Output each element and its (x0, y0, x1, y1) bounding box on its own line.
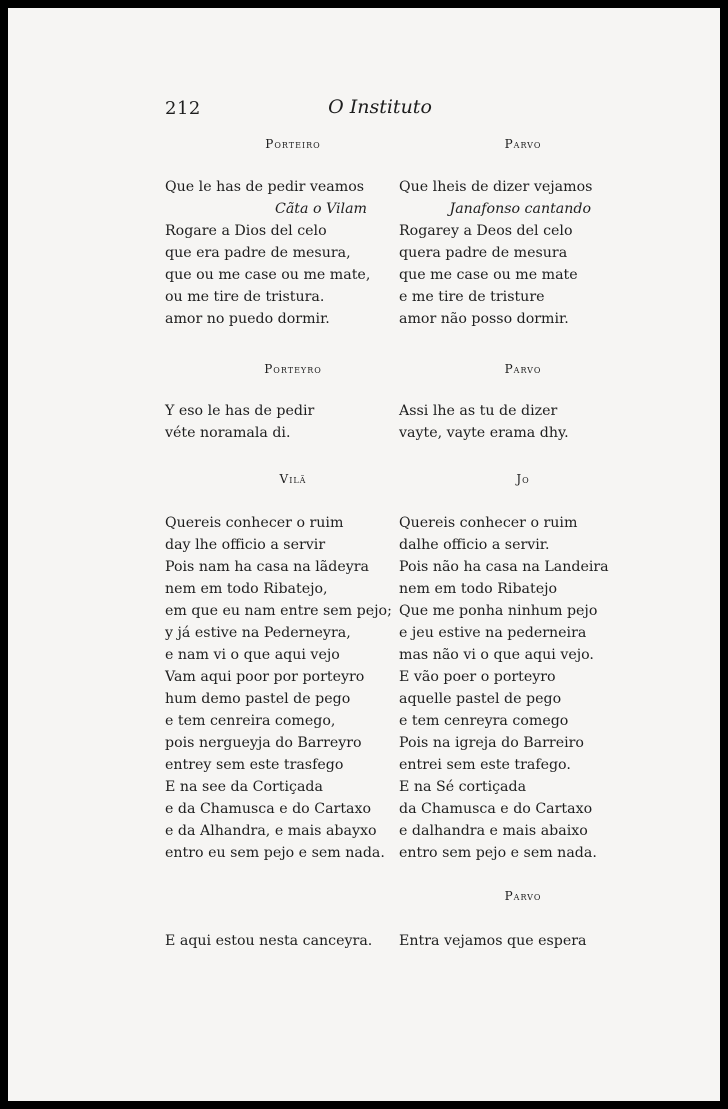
verse-line: Entra vejamos que espera (399, 933, 587, 949)
verse-line: hum demo pastel de pego (165, 691, 351, 707)
running-title: O Instituto (328, 96, 432, 118)
verse-line: Quereis conhecer o ruim (399, 515, 578, 531)
verse-line: Quereis conhecer o ruim (165, 515, 344, 531)
verse-line: E na Sé cortiçada (399, 779, 527, 795)
speaker-heading: Parvo (504, 889, 542, 903)
verse-line: véte noramala di. (165, 425, 291, 441)
verse-line: amor não posso dormir. (399, 311, 569, 327)
verse-line: Vam aqui poor por porteyro (165, 669, 365, 685)
speaker-heading: Parvo (504, 137, 542, 151)
verse-line: vayte, vayte erama dhy. (399, 425, 569, 441)
verse-line: Que me ponha ninhum pejo (399, 603, 598, 619)
verse-line: entrei sem este trafego. (399, 757, 571, 773)
book-page (8, 8, 720, 1101)
verse-line: que era padre de mesura, (165, 245, 351, 261)
verse-line: mas não vi o que aqui vejo. (399, 647, 594, 663)
stage-direction: Cãta o Vilam (274, 201, 367, 217)
verse-line: Que lheis de dizer vejamos (399, 179, 593, 195)
verse-line: Que le has de pedir veamos (165, 179, 365, 195)
verse-line: entro sem pejo e sem nada. (399, 845, 597, 861)
verse-line: E aqui estou nesta canceyra. (165, 933, 373, 949)
verse-line: e jeu estive na pederneira (399, 625, 587, 641)
verse-line: e tem cenreira comego, (165, 713, 336, 729)
speaker-heading: Jo (516, 472, 530, 486)
verse-block (399, 512, 629, 864)
verse-line: nem em todo Ribatejo (399, 581, 558, 597)
verse-line: que ou me case ou me mate, (165, 267, 371, 283)
speaker-heading: Parvo (504, 362, 542, 376)
verse-line: da Chamusca e do Cartaxo (399, 801, 593, 817)
verse-line: aquelle pastel de pego (399, 691, 562, 707)
speaker-heading: Porteiro (265, 137, 321, 151)
verse-line: y já estive na Pederneyra, (165, 625, 351, 641)
verse-line: ou me tire de tristura. (165, 289, 325, 305)
verse-line: dalhe officio a servir. (399, 537, 550, 553)
verse-line: Pois não ha casa na Landeira (399, 559, 609, 575)
verse-line: nem em todo Ribatejo, (165, 581, 328, 597)
verse-line: que me case ou me mate (399, 267, 578, 283)
verse-line: amor no puedo dormir. (165, 311, 330, 327)
verse-line: Assi lhe as tu de dizer (399, 403, 558, 419)
verse-block (165, 930, 395, 952)
speaker-heading: Vilã (279, 472, 307, 486)
verse-block (165, 176, 395, 330)
verse-line: E na see da Cortiçada (165, 779, 323, 795)
verse-block (399, 176, 629, 330)
verse-line: Y eso le has de pedir (165, 403, 315, 419)
page-number: 212 (165, 98, 201, 119)
verse-line: e tem cenreyra comego (399, 713, 569, 729)
speaker-heading: Porteyro (264, 362, 322, 376)
verse-line: e da Chamusca e do Cartaxo (165, 801, 372, 817)
verse-line: em que eu nam entre sem pejo; (165, 603, 392, 619)
verse-line: e nam vi o que aqui vejo (165, 647, 340, 663)
verse-line: Pois nam ha casa na lãdeyra (165, 559, 369, 575)
verse-line: pois nergueyja do Barreyro (165, 735, 362, 751)
verse-line: e me tire de tristure (399, 289, 545, 305)
verse-line: e dalhandra e mais abaixo (399, 823, 588, 839)
verse-line: entro eu sem pejo e sem nada. (165, 845, 385, 861)
stage-direction: Janafonso cantando (449, 201, 591, 217)
verse-block (399, 400, 629, 444)
verse-block (165, 400, 395, 444)
verse-line: Rogarey a Deos del celo (399, 223, 573, 239)
verse-line: E vão poer o porteyro (399, 669, 556, 685)
verse-line: Pois na igreja do Barreiro (399, 735, 584, 751)
verse-block (165, 512, 395, 864)
verse-line: entrey sem este trasfego (165, 757, 344, 773)
verse-block (399, 930, 629, 952)
verse-line: quera padre de mesura (399, 245, 568, 261)
verse-line: Rogare a Dios del celo (165, 223, 327, 239)
verse-line: day lhe officio a servir (165, 537, 326, 553)
verse-line: e da Alhandra, e mais abayxo (165, 823, 377, 839)
